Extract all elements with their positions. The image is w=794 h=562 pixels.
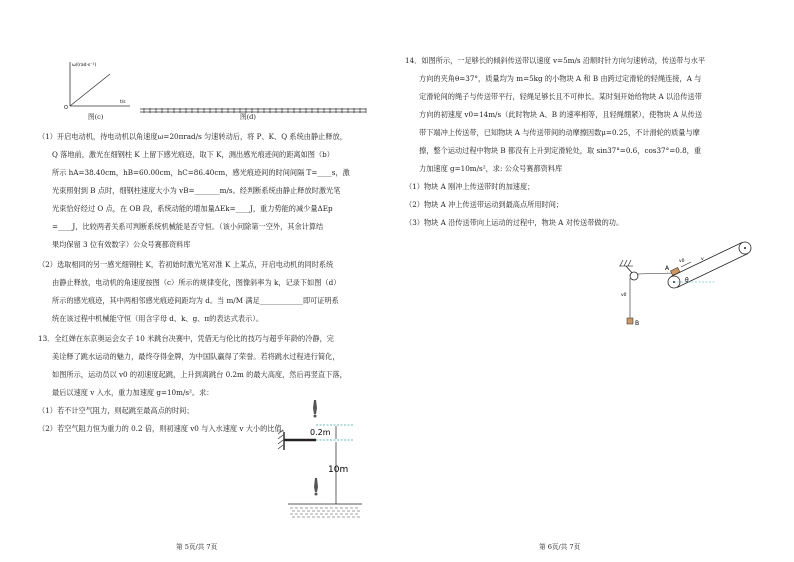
q14-question-3: （3）物块 A 沿传送带向上运动的过程中，物块 A 对传送带做的功。 — [405, 218, 624, 227]
q14-line-4: 方向的初速度 v0=14m/s（此时物块 A、B 的速率相等，且轻绳绷紧），使物块 A 从传送 — [419, 110, 703, 119]
right-page-footer: 第 6页/共 7页 — [539, 543, 581, 551]
height-label-small: 0.2m — [310, 428, 331, 437]
q13-line-6: （2）若空气阻力恒为重力的 0.2 倍，则初速度 v0 与入水速度 v 大小的比值。 — [38, 424, 289, 433]
block-b-label: B — [635, 320, 640, 327]
q13-line-3: 如图所示，运动员以 v0 的初速度起跳，上升到离跳台 0.2m 的最大高度，然后再竖直下落， — [52, 370, 347, 379]
q12-part1-line-5: 光束恰好经过 O 点，在 OB 段，系统动能的增加量ΔEk=____J，重力势能的减少量ΔEp — [52, 204, 333, 213]
q14-question-2: （2）物块 A 冲上传送带运动到最高点所用时间； — [405, 200, 564, 209]
right-page — [397, 0, 794, 562]
graph-x-label: t/s — [120, 100, 126, 105]
q12-part2-line-4: 统在该过程中机械能守恒（用含字母 d、k、g、π的表达式表示）。 — [52, 314, 264, 323]
q14-question-1: （1）物块 A 刚冲上传送带时的加速度； — [405, 182, 535, 191]
q12-part2-line-1: （2）选取相同的另一感光细钢柱 K，若初始时激光笔对准 K 上某点，开启电动机的同时系统 — [38, 260, 334, 269]
v-label: v — [701, 257, 704, 262]
figure-d-caption: 图(d) — [240, 113, 256, 121]
q13-line-2: 美诠释了跳水运动的魅力，最终夺得金牌，为中国队赢得了荣誉。若将跳水过程进行简化， — [52, 352, 340, 361]
q12-part2-line-3: 所示的感光痕迹，其中两相邻感光痕迹间距均为 d。当 m/M 满足____________即可证明系 — [52, 296, 339, 305]
q13-line-4: 最后以速度 v 入水，重力加速度 g=10m/s²。求： — [52, 388, 214, 397]
conveyor-figure — [619, 240, 759, 330]
q12-part2-line-2: 由静止释放，电动机的角速度按图（c）所示的规律变化，图像斜率为 k，记录下如图（d） — [52, 278, 341, 287]
block-a-label: A — [665, 265, 670, 272]
q12-part1-line-7: 果均保留 3 位有效数字）公众号赛都资料库 — [52, 240, 191, 249]
q14-line-1: 14．如图所示，一足够长的倾斜传送带以速度 v=5m/s 沿顺时针方向匀速转动，传送带与水平 — [405, 56, 706, 65]
graph-y-label: ω/(rad·s⁻¹) — [72, 63, 97, 68]
graph-origin: O — [64, 105, 68, 110]
q12-part1-line-4: 光束照射到 B 点时，细钢柱速度大小为 vB=_______m/s。经判断系统由静止释放时激光笔 — [52, 186, 341, 195]
omega-time-graph — [64, 58, 134, 110]
q14-line-2: 方向的夹角θ=37°，质量均为 m=5kg 的小物块 A 和 B 由跨过定滑轮的轻绳连接，A 与 — [419, 74, 702, 83]
figure-c-caption: 图(c) — [88, 113, 104, 121]
q12-part1-line-1: （1）开启电动机，待电动机以角速度ω=20πrad/s 匀速转动后，将 P、K、Q 系统由静止释放， — [38, 132, 347, 141]
q14-line-6: 擦，整个运动过程中物块 B 都没有上升到定滑轮处，取 sin37°=0.6，cos37°=0.8，重 — [419, 146, 702, 155]
q14-line-5: 带下端冲上传送带，已知物块 A 与传送带间的动摩擦因数μ=0.25，不计滑轮的质量与摩 — [419, 128, 700, 137]
q12-part1-line-3: 所示 hA=38.40cm，hB=60.00cm，hC=86.40cm，感光痕迹间的时间间隔 T=____s，激 — [52, 168, 350, 177]
q14-line-7: 力加速度 g=10m/s²，求: 公众号赛都资料库 — [419, 164, 563, 173]
q13-line-1: 13．全红婵在东京奥运会女子 10 米跳台决赛中，凭借无与伦比的技巧与超乎年龄的冷静，完 — [38, 334, 334, 343]
diving-figure — [270, 398, 370, 524]
q12-part1-line-2: Q 落地前，激光在细钢柱 K 上留下感光痕迹，取下 K，测出感光痕迹间的距离如图（b） — [52, 150, 334, 159]
height-label-big: 10m — [328, 465, 349, 475]
left-page-footer: 第 5页/共 7页 — [176, 543, 218, 551]
q12-part1-line-6: =____J，比较两者关系可判断系统机械能是否守恒。（该小问除第一空外，其余计算结 — [52, 222, 324, 231]
v0-label: v0 — [679, 259, 685, 264]
q14-line-3: 定滑轮间的绳子与传送带平行，轻绳足够长且不可伸长。某时刻开始给物块 A 以沿传送带 — [419, 92, 702, 101]
angle-label: θ — [685, 277, 689, 284]
q13-line-5: （1）若不计空气阻力，则起跳至最高点的时间； — [38, 406, 194, 415]
v-label-b: v0 — [621, 293, 627, 298]
